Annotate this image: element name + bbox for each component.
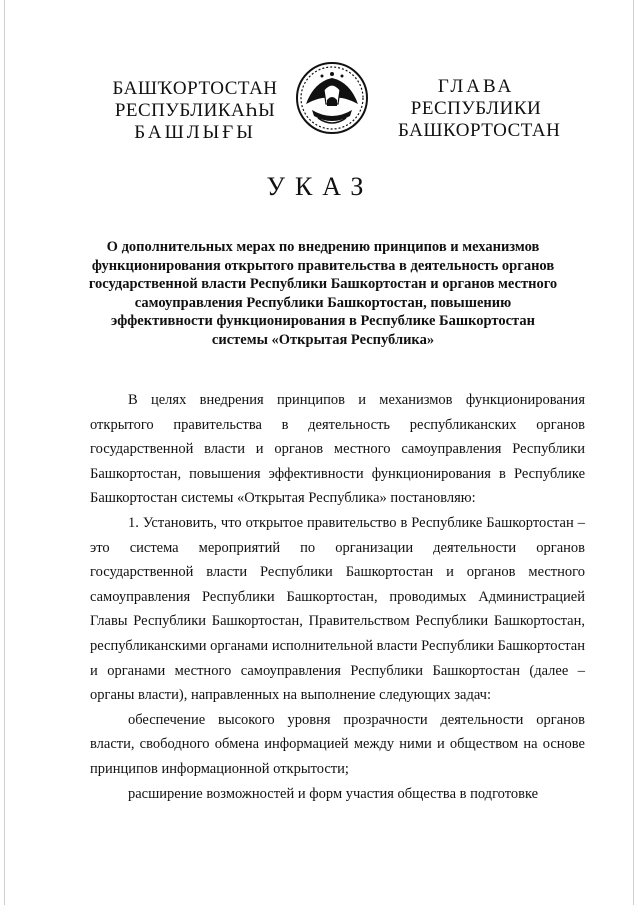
scan-edge-right: [633, 0, 634, 905]
scan-edge-left: [4, 0, 5, 905]
header-bashkir-title: [100, 78, 290, 144]
header-left-line-2: РЕСПУБЛИКАҺЫ: [114, 100, 276, 121]
decree-body: [90, 388, 585, 806]
body-paragraph: В целях внедрения принципов и механизмов функционирования открытого правительства в деятельность республиканских органов государственной власти и органов местного самоуправления Республики Башкортостан, повышения эффективности функционирования в Республике Башкортостан системы «Открытая Республика» постановляю:: [90, 392, 585, 507]
header-left-line-1: БАШҠОРТОСТАН: [112, 78, 278, 99]
document-title: УКАЗ: [266, 172, 374, 201]
header-right-line-2: РЕСПУБЛИКИ: [410, 98, 542, 119]
body-paragraph: обеспечение высокого уровня прозрачности деятельности органов власти, свободного обмена информацией между ними и обществом на основе принципов информационной открытости;: [90, 711, 585, 777]
decree-subject: О дополнительных мерах по внедрению принципов и механизмов функционирования открытого правительства в деятельность органов государственной власти Республики Башкортостан и органов местного самоуправления Республики Башкортостан, повышению эффективности функционирования в Республике Башкортостан системы «Открытая Республика»: [88, 239, 558, 348]
republic-coat-of-arms-icon: [294, 60, 370, 136]
header-right-line-1: ГЛАВА: [437, 76, 515, 97]
header-right-line-3: БАШКОРТОСТАН: [398, 120, 561, 141]
header-russian-title: [398, 76, 561, 142]
body-paragraph: 1. Установить, что открытое правительство в Республике Башкортостан – это система мероприятий по организации деятельности органов государственной власти Республики Башкортостан и органов местного самоуправления Республики Башкортостан, проводимых Администрацией Главы Республики Башкортостан, Правительством Республики Башкортостан, республиканскими органами исполнительной власти Республики Башкортостан и органами местного самоуправления Республики Башкортостан (далее – органы власти), направленных на выполнение следующих задач:: [90, 514, 585, 704]
header-left-line-3: БАШЛЫҒЫ: [134, 122, 256, 143]
body-paragraph: расширение возможностей и форм участия общества в подготовке: [128, 785, 539, 802]
